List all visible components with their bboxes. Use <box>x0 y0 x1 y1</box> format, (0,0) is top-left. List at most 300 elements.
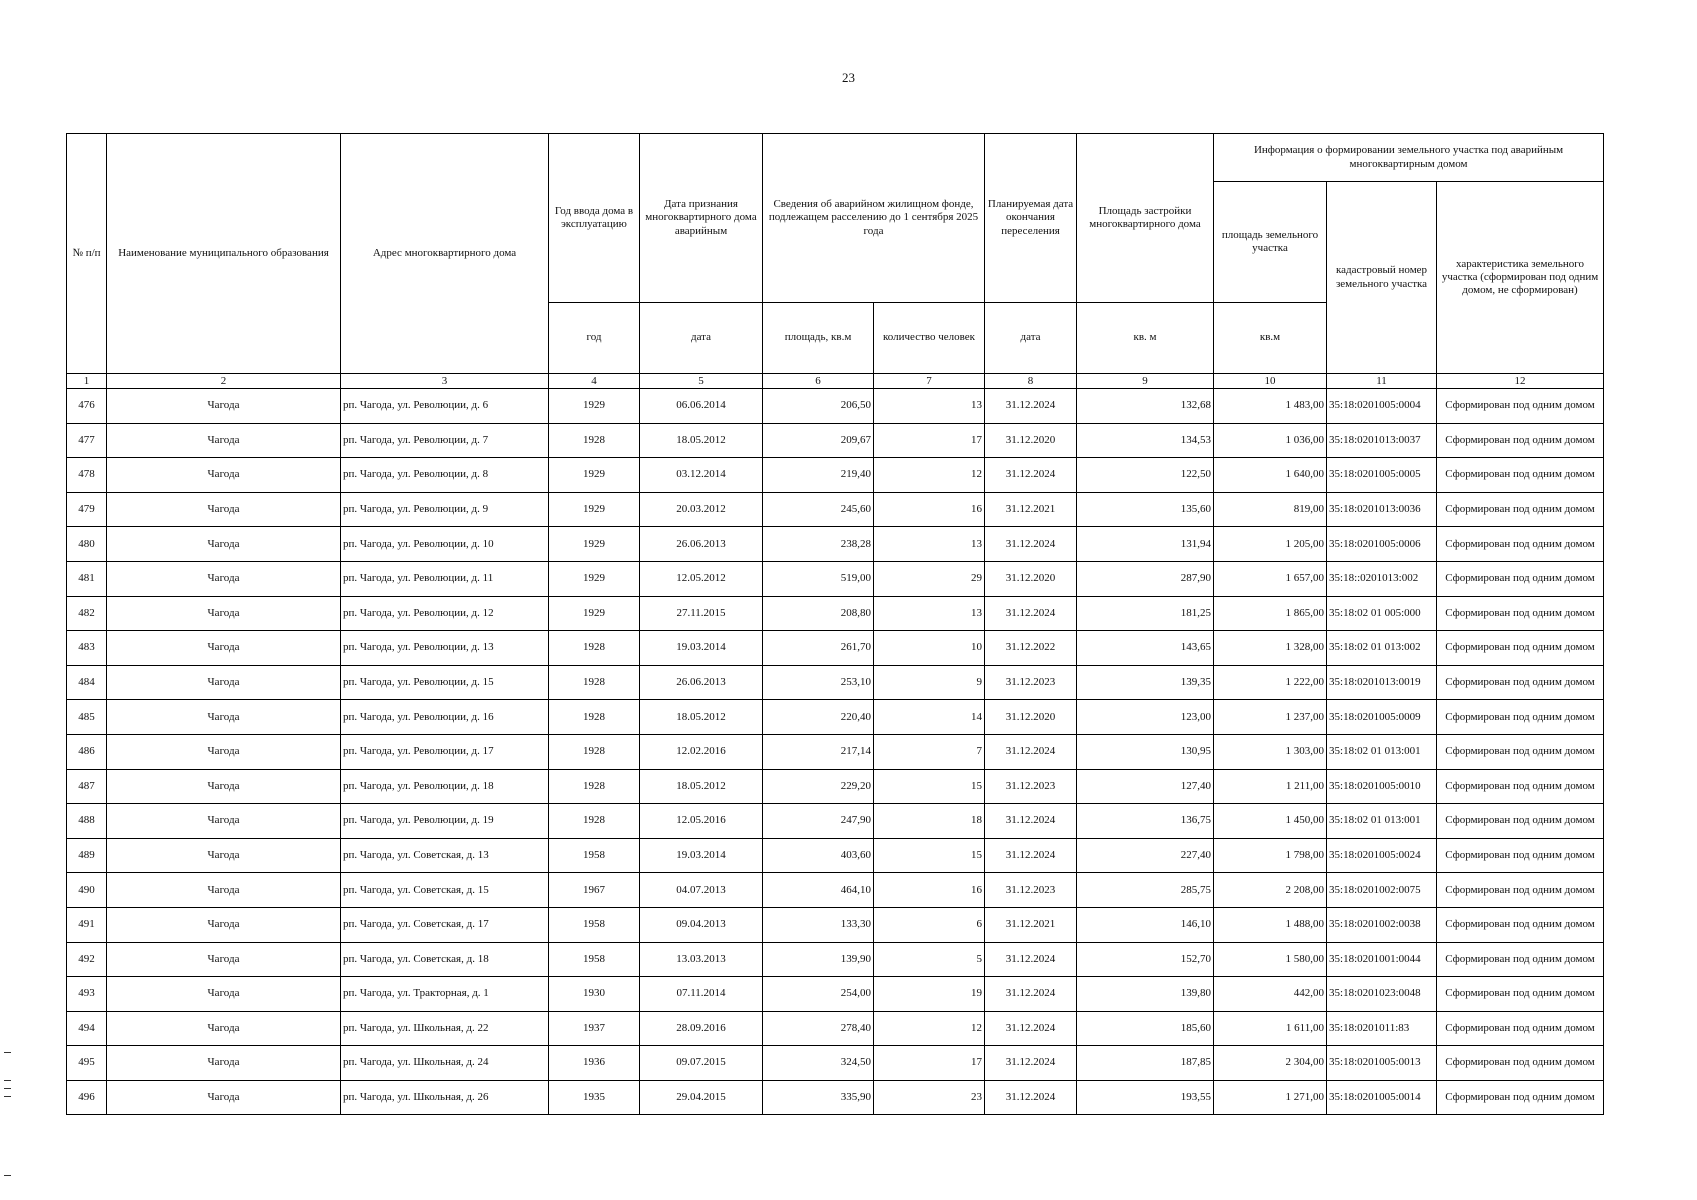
land-characteristic-cell: Сформирован под одним домом <box>1437 734 1604 769</box>
address-cell: рп. Чагода, ул. Революции, д. 17 <box>341 734 549 769</box>
land-characteristic-cell: Сформирован под одним домом <box>1437 942 1604 977</box>
building-area-cell: 135,60 <box>1077 492 1214 527</box>
table-row <box>67 665 1604 700</box>
area-cell: 217,14 <box>763 734 874 769</box>
land-characteristic-cell: Сформирован под одним домом <box>1437 1046 1604 1081</box>
table-row <box>67 700 1604 735</box>
cadastral-number-cell: 35:18:0201005:0010 <box>1327 769 1437 804</box>
table-row <box>67 423 1604 458</box>
address-cell: рп. Чагода, ул. Революции, д. 11 <box>341 561 549 596</box>
unit-land: кв.м <box>1214 303 1327 374</box>
address-cell: рп. Чагода, ул. Революции, д. 19 <box>341 804 549 839</box>
people-count-cell: 19 <box>874 977 985 1012</box>
municipality-cell: Чагода <box>107 492 341 527</box>
cadastral-number-cell: 35:18:0201023:0048 <box>1327 977 1437 1012</box>
cadastral-number-cell: 35:18:0201001:0044 <box>1327 942 1437 977</box>
cadastral-number-cell: 35:18:0201013:0019 <box>1327 665 1437 700</box>
municipality-cell: Чагода <box>107 734 341 769</box>
margin-mark <box>4 1096 11 1097</box>
column-number: 12 <box>1437 374 1604 389</box>
land-area-cell: 1 657,00 <box>1214 561 1327 596</box>
column-number: 7 <box>874 374 985 389</box>
address-cell: рп. Чагода, ул. Советская, д. 17 <box>341 907 549 942</box>
cadastral-number-cell: 35:18:0201005:0006 <box>1327 527 1437 562</box>
planned-date-cell: 31.12.2024 <box>985 1046 1077 1081</box>
land-area-cell: 1 488,00 <box>1214 907 1327 942</box>
row-number: 488 <box>67 804 107 839</box>
recognition-date-cell: 20.03.2012 <box>640 492 763 527</box>
planned-date-cell: 31.12.2024 <box>985 527 1077 562</box>
land-area-cell: 1 580,00 <box>1214 942 1327 977</box>
row-number: 476 <box>67 389 107 424</box>
address-cell: рп. Чагода, ул. Революции, д. 9 <box>341 492 549 527</box>
land-area-cell: 1 271,00 <box>1214 1080 1327 1115</box>
area-cell: 335,90 <box>763 1080 874 1115</box>
people-count-cell: 23 <box>874 1080 985 1115</box>
column-number: 6 <box>763 374 874 389</box>
land-area-cell: 819,00 <box>1214 492 1327 527</box>
address-cell: рп. Чагода, ул. Революции, д. 15 <box>341 665 549 700</box>
header-characteristic: характеристика земельного участка (сформирован под одним домом, не сформирован) <box>1437 182 1604 374</box>
land-characteristic-cell: Сформирован под одним домом <box>1437 527 1604 562</box>
municipality-cell: Чагода <box>107 423 341 458</box>
land-characteristic-cell: Сформирован под одним домом <box>1437 561 1604 596</box>
column-number: 8 <box>985 374 1077 389</box>
table-row <box>67 1080 1604 1115</box>
land-characteristic-cell: Сформирован под одним домом <box>1437 1080 1604 1115</box>
building-area-cell: 131,94 <box>1077 527 1214 562</box>
column-number: 4 <box>549 374 640 389</box>
people-count-cell: 7 <box>874 734 985 769</box>
building-area-cell: 136,75 <box>1077 804 1214 839</box>
planned-date-cell: 31.12.2024 <box>985 596 1077 631</box>
address-cell: рп. Чагода, ул. Революции, д. 18 <box>341 769 549 804</box>
land-area-cell: 1 611,00 <box>1214 1011 1327 1046</box>
unit-people: количество человек <box>874 303 985 374</box>
area-cell: 208,80 <box>763 596 874 631</box>
unit-area: площадь, кв.м <box>763 303 874 374</box>
cadastral-number-cell: 35:18:0201005:0004 <box>1327 389 1437 424</box>
address-cell: рп. Чагода, ул. Революции, д. 7 <box>341 423 549 458</box>
municipality-cell: Чагода <box>107 527 341 562</box>
header-year: Год ввода дома в эксплуатацию <box>549 134 640 303</box>
land-area-cell: 1 865,00 <box>1214 596 1327 631</box>
column-number: 9 <box>1077 374 1214 389</box>
people-count-cell: 13 <box>874 527 985 562</box>
table-row <box>67 492 1604 527</box>
municipality-cell: Чагода <box>107 873 341 908</box>
row-number: 487 <box>67 769 107 804</box>
column-number: 1 <box>67 374 107 389</box>
area-cell: 403,60 <box>763 838 874 873</box>
planned-date-cell: 31.12.2023 <box>985 665 1077 700</box>
area-cell: 245,60 <box>763 492 874 527</box>
table-body <box>67 389 1604 1115</box>
address-cell: рп. Чагода, ул. Революции, д. 10 <box>341 527 549 562</box>
unit-planned-date: дата <box>985 303 1077 374</box>
municipality-cell: Чагода <box>107 907 341 942</box>
row-number: 494 <box>67 1011 107 1046</box>
recognition-date-cell: 26.06.2013 <box>640 527 763 562</box>
municipality-cell: Чагода <box>107 458 341 493</box>
header-municipality: Наименование муниципального образования <box>107 134 341 374</box>
municipality-cell: Чагода <box>107 631 341 666</box>
land-characteristic-cell: Сформирован под одним домом <box>1437 838 1604 873</box>
year-cell: 1935 <box>549 1080 640 1115</box>
header-fund-info: Сведения об аварийном жилищном фонде, подлежащем расселению до 1 сентября 2025 года <box>763 134 985 303</box>
margin-mark <box>4 1175 11 1176</box>
building-area-cell: 187,85 <box>1077 1046 1214 1081</box>
municipality-cell: Чагода <box>107 838 341 873</box>
recognition-date-cell: 12.05.2012 <box>640 561 763 596</box>
year-cell: 1928 <box>549 631 640 666</box>
people-count-cell: 16 <box>874 492 985 527</box>
planned-date-cell: 31.12.2024 <box>985 942 1077 977</box>
land-area-cell: 1 450,00 <box>1214 804 1327 839</box>
year-cell: 1929 <box>549 492 640 527</box>
cadastral-number-cell: 35:18:0201011:83 <box>1327 1011 1437 1046</box>
land-area-cell: 1 798,00 <box>1214 838 1327 873</box>
municipality-cell: Чагода <box>107 1080 341 1115</box>
table-row <box>67 907 1604 942</box>
people-count-cell: 9 <box>874 665 985 700</box>
table-row <box>67 1011 1604 1046</box>
column-number: 3 <box>341 374 549 389</box>
year-cell: 1928 <box>549 423 640 458</box>
year-cell: 1929 <box>549 389 640 424</box>
area-cell: 209,67 <box>763 423 874 458</box>
margin-mark <box>4 1080 11 1081</box>
table-row <box>67 977 1604 1012</box>
row-number: 484 <box>67 665 107 700</box>
land-characteristic-cell: Сформирован под одним домом <box>1437 492 1604 527</box>
address-cell: рп. Чагода, ул. Школьная, д. 22 <box>341 1011 549 1046</box>
cadastral-number-cell: 35:18:02 01 005:000 <box>1327 596 1437 631</box>
planned-date-cell: 31.12.2024 <box>985 804 1077 839</box>
building-area-cell: 227,40 <box>1077 838 1214 873</box>
address-cell: рп. Чагода, ул. Советская, д. 13 <box>341 838 549 873</box>
people-count-cell: 12 <box>874 458 985 493</box>
table-row <box>67 769 1604 804</box>
people-count-cell: 15 <box>874 838 985 873</box>
planned-date-cell: 31.12.2023 <box>985 769 1077 804</box>
building-area-cell: 193,55 <box>1077 1080 1214 1115</box>
address-cell: рп. Чагода, ул. Тракторная, д. 1 <box>341 977 549 1012</box>
table-row <box>67 561 1604 596</box>
planned-date-cell: 31.12.2024 <box>985 1011 1077 1046</box>
area-cell: 324,50 <box>763 1046 874 1081</box>
cadastral-number-cell: 35:18:0201013:0036 <box>1327 492 1437 527</box>
table-row <box>67 527 1604 562</box>
municipality-cell: Чагода <box>107 1046 341 1081</box>
land-characteristic-cell: Сформирован под одним домом <box>1437 665 1604 700</box>
cadastral-number-cell: 35:18:02 01 013:002 <box>1327 631 1437 666</box>
table-row <box>67 942 1604 977</box>
planned-date-cell: 31.12.2024 <box>985 977 1077 1012</box>
municipality-cell: Чагода <box>107 561 341 596</box>
year-cell: 1958 <box>549 838 640 873</box>
land-area-cell: 1 222,00 <box>1214 665 1327 700</box>
land-area-cell: 1 211,00 <box>1214 769 1327 804</box>
table-row <box>67 734 1604 769</box>
area-cell: 261,70 <box>763 631 874 666</box>
land-characteristic-cell: Сформирован под одним домом <box>1437 769 1604 804</box>
recognition-date-cell: 06.06.2014 <box>640 389 763 424</box>
table-row <box>67 873 1604 908</box>
table-row <box>67 596 1604 631</box>
row-number: 486 <box>67 734 107 769</box>
recognition-date-cell: 28.09.2016 <box>640 1011 763 1046</box>
building-area-cell: 285,75 <box>1077 873 1214 908</box>
planned-date-cell: 31.12.2021 <box>985 492 1077 527</box>
year-cell: 1928 <box>549 734 640 769</box>
row-number: 495 <box>67 1046 107 1081</box>
municipality-cell: Чагода <box>107 596 341 631</box>
people-count-cell: 29 <box>874 561 985 596</box>
area-cell: 247,90 <box>763 804 874 839</box>
building-area-cell: 123,00 <box>1077 700 1214 735</box>
row-number: 485 <box>67 700 107 735</box>
year-cell: 1929 <box>549 596 640 631</box>
people-count-cell: 17 <box>874 423 985 458</box>
land-characteristic-cell: Сформирован под одним домом <box>1437 804 1604 839</box>
building-area-cell: 181,25 <box>1077 596 1214 631</box>
building-area-cell: 139,35 <box>1077 665 1214 700</box>
header-cadastral: кадастровый номер земельного участка <box>1327 182 1437 374</box>
land-characteristic-cell: Сформирован под одним домом <box>1437 389 1604 424</box>
unit-year: год <box>549 303 640 374</box>
people-count-cell: 17 <box>874 1046 985 1081</box>
row-number: 489 <box>67 838 107 873</box>
land-area-cell: 1 640,00 <box>1214 458 1327 493</box>
unit-date: дата <box>640 303 763 374</box>
recognition-date-cell: 19.03.2014 <box>640 838 763 873</box>
year-cell: 1928 <box>549 804 640 839</box>
cadastral-number-cell: 35:18:02 01 013:001 <box>1327 734 1437 769</box>
header-num: № п/п <box>67 134 107 374</box>
recognition-date-cell: 13.03.2013 <box>640 942 763 977</box>
row-number: 482 <box>67 596 107 631</box>
column-number: 5 <box>640 374 763 389</box>
people-count-cell: 13 <box>874 596 985 631</box>
building-area-cell: 134,53 <box>1077 423 1214 458</box>
land-characteristic-cell: Сформирован под одним домом <box>1437 700 1604 735</box>
year-cell: 1929 <box>549 458 640 493</box>
building-area-cell: 122,50 <box>1077 458 1214 493</box>
row-number: 481 <box>67 561 107 596</box>
table-header <box>67 134 1604 389</box>
year-cell: 1928 <box>549 665 640 700</box>
table-row <box>67 631 1604 666</box>
land-characteristic-cell: Сформирован под одним домом <box>1437 873 1604 908</box>
planned-date-cell: 31.12.2024 <box>985 734 1077 769</box>
planned-date-cell: 31.12.2022 <box>985 631 1077 666</box>
row-number: 491 <box>67 907 107 942</box>
address-cell: рп. Чагода, ул. Школьная, д. 26 <box>341 1080 549 1115</box>
cadastral-number-cell: 35:18::0201013:002 <box>1327 561 1437 596</box>
land-area-cell: 1 483,00 <box>1214 389 1327 424</box>
people-count-cell: 13 <box>874 389 985 424</box>
emergency-housing-table <box>66 133 1604 1115</box>
recognition-date-cell: 12.02.2016 <box>640 734 763 769</box>
cadastral-number-cell: 35:18:0201002:0075 <box>1327 873 1437 908</box>
recognition-date-cell: 09.04.2013 <box>640 907 763 942</box>
recognition-date-cell: 07.11.2014 <box>640 977 763 1012</box>
year-cell: 1937 <box>549 1011 640 1046</box>
building-area-cell: 185,60 <box>1077 1011 1214 1046</box>
building-area-cell: 139,80 <box>1077 977 1214 1012</box>
people-count-cell: 12 <box>874 1011 985 1046</box>
page-number: 23 <box>842 70 855 85</box>
year-cell: 1929 <box>549 527 640 562</box>
municipality-cell: Чагода <box>107 1011 341 1046</box>
municipality-cell: Чагода <box>107 700 341 735</box>
column-number: 10 <box>1214 374 1327 389</box>
planned-date-cell: 31.12.2021 <box>985 907 1077 942</box>
recognition-date-cell: 12.05.2016 <box>640 804 763 839</box>
area-cell: 519,00 <box>763 561 874 596</box>
year-cell: 1929 <box>549 561 640 596</box>
address-cell: рп. Чагода, ул. Советская, д. 18 <box>341 942 549 977</box>
planned-date-cell: 31.12.2020 <box>985 423 1077 458</box>
row-number: 477 <box>67 423 107 458</box>
people-count-cell: 10 <box>874 631 985 666</box>
recognition-date-cell: 18.05.2012 <box>640 700 763 735</box>
address-cell: рп. Чагода, ул. Революции, д. 16 <box>341 700 549 735</box>
land-characteristic-cell: Сформирован под одним домом <box>1437 423 1604 458</box>
building-area-cell: 143,65 <box>1077 631 1214 666</box>
planned-date-cell: 31.12.2020 <box>985 561 1077 596</box>
unit-building: кв. м <box>1077 303 1214 374</box>
building-area-cell: 130,95 <box>1077 734 1214 769</box>
land-area-cell: 1 328,00 <box>1214 631 1327 666</box>
land-area-cell: 1 036,00 <box>1214 423 1327 458</box>
year-cell: 1936 <box>549 1046 640 1081</box>
recognition-date-cell: 04.07.2013 <box>640 873 763 908</box>
column-number-row <box>67 374 1604 389</box>
cadastral-number-cell: 35:18:0201005:0005 <box>1327 458 1437 493</box>
recognition-date-cell: 27.11.2015 <box>640 596 763 631</box>
address-cell: рп. Чагода, ул. Советская, д. 15 <box>341 873 549 908</box>
header-land-area: площадь земельного участка <box>1214 182 1327 303</box>
people-count-cell: 15 <box>874 769 985 804</box>
year-cell: 1958 <box>549 942 640 977</box>
planned-date-cell: 31.12.2024 <box>985 389 1077 424</box>
building-area-cell: 127,40 <box>1077 769 1214 804</box>
planned-date-cell: 31.12.2020 <box>985 700 1077 735</box>
row-number: 496 <box>67 1080 107 1115</box>
table-row <box>67 838 1604 873</box>
area-cell: 220,40 <box>763 700 874 735</box>
column-number: 11 <box>1327 374 1437 389</box>
header-building-area: Площадь застройки многоквартирного дома <box>1077 134 1214 303</box>
area-cell: 278,40 <box>763 1011 874 1046</box>
cadastral-number-cell: 35:18:02 01 013:001 <box>1327 804 1437 839</box>
municipality-cell: Чагода <box>107 769 341 804</box>
recognition-date-cell: 26.06.2013 <box>640 665 763 700</box>
planned-date-cell: 31.12.2024 <box>985 838 1077 873</box>
address-cell: рп. Чагода, ул. Революции, д. 12 <box>341 596 549 631</box>
people-count-cell: 6 <box>874 907 985 942</box>
address-cell: рп. Чагода, ул. Революции, д. 8 <box>341 458 549 493</box>
building-area-cell: 132,68 <box>1077 389 1214 424</box>
header-address: Адрес многоквартирного дома <box>341 134 549 374</box>
column-number: 2 <box>107 374 341 389</box>
row-number: 480 <box>67 527 107 562</box>
area-cell: 254,00 <box>763 977 874 1012</box>
address-cell: рп. Чагода, ул. Школьная, д. 24 <box>341 1046 549 1081</box>
header-recognition-date: Дата признания многоквартирного дома аварийным <box>640 134 763 303</box>
address-cell: рп. Чагода, ул. Революции, д. 6 <box>341 389 549 424</box>
year-cell: 1967 <box>549 873 640 908</box>
land-area-cell: 1 205,00 <box>1214 527 1327 562</box>
cadastral-number-cell: 35:18:0201013:0037 <box>1327 423 1437 458</box>
cadastral-number-cell: 35:18:0201005:0013 <box>1327 1046 1437 1081</box>
land-characteristic-cell: Сформирован под одним домом <box>1437 1011 1604 1046</box>
people-count-cell: 5 <box>874 942 985 977</box>
recognition-date-cell: 29.04.2015 <box>640 1080 763 1115</box>
land-characteristic-cell: Сформирован под одним домом <box>1437 631 1604 666</box>
recognition-date-cell: 09.07.2015 <box>640 1046 763 1081</box>
row-number: 490 <box>67 873 107 908</box>
margin-mark <box>4 1052 11 1053</box>
year-cell: 1958 <box>549 907 640 942</box>
people-count-cell: 14 <box>874 700 985 735</box>
table-row <box>67 1046 1604 1081</box>
address-cell: рп. Чагода, ул. Революции, д. 13 <box>341 631 549 666</box>
planned-date-cell: 31.12.2024 <box>985 1080 1077 1115</box>
recognition-date-cell: 19.03.2014 <box>640 631 763 666</box>
building-area-cell: 152,70 <box>1077 942 1214 977</box>
area-cell: 139,90 <box>763 942 874 977</box>
margin-mark <box>4 1088 11 1089</box>
land-characteristic-cell: Сформирован под одним домом <box>1437 596 1604 631</box>
area-cell: 133,30 <box>763 907 874 942</box>
planned-date-cell: 31.12.2024 <box>985 458 1077 493</box>
area-cell: 464,10 <box>763 873 874 908</box>
people-count-cell: 16 <box>874 873 985 908</box>
table-row <box>67 804 1604 839</box>
recognition-date-cell: 18.05.2012 <box>640 769 763 804</box>
row-number: 483 <box>67 631 107 666</box>
table-row <box>67 389 1604 424</box>
cadastral-number-cell: 35:18:0201005:0014 <box>1327 1080 1437 1115</box>
year-cell: 1930 <box>549 977 640 1012</box>
area-cell: 253,10 <box>763 665 874 700</box>
year-cell: 1928 <box>549 700 640 735</box>
land-area-cell: 1 237,00 <box>1214 700 1327 735</box>
municipality-cell: Чагода <box>107 389 341 424</box>
people-count-cell: 18 <box>874 804 985 839</box>
row-number: 478 <box>67 458 107 493</box>
area-cell: 238,28 <box>763 527 874 562</box>
municipality-cell: Чагода <box>107 977 341 1012</box>
municipality-cell: Чагода <box>107 942 341 977</box>
row-number: 479 <box>67 492 107 527</box>
land-area-cell: 2 208,00 <box>1214 873 1327 908</box>
table-row <box>67 458 1604 493</box>
header-planned-date: Планируемая дата окончания переселения <box>985 134 1077 303</box>
planned-date-cell: 31.12.2023 <box>985 873 1077 908</box>
row-number: 492 <box>67 942 107 977</box>
building-area-cell: 287,90 <box>1077 561 1214 596</box>
land-characteristic-cell: Сформирован под одним домом <box>1437 458 1604 493</box>
land-characteristic-cell: Сформирован под одним домом <box>1437 977 1604 1012</box>
recognition-date-cell: 18.05.2012 <box>640 423 763 458</box>
cadastral-number-cell: 35:18:0201005:0024 <box>1327 838 1437 873</box>
building-area-cell: 146,10 <box>1077 907 1214 942</box>
land-characteristic-cell: Сформирован под одним домом <box>1437 907 1604 942</box>
